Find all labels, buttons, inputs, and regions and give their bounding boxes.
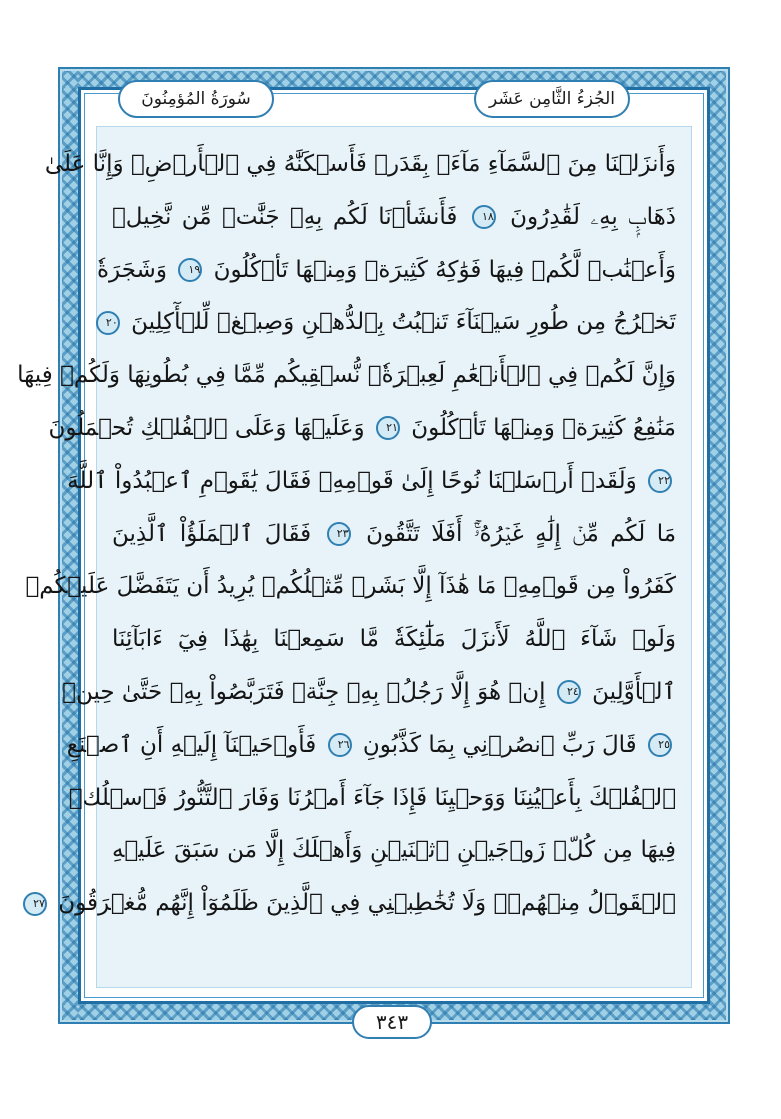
ayah-number-marker: ٢٢ <box>648 469 672 493</box>
ayah-number-marker: ١٨ <box>472 205 496 229</box>
ayah-number-marker: ٢٦ <box>328 733 352 757</box>
verse-text: ٱلۡفُلۡكَ بِأَعۡيُنِنَا وَوَحۡيِنَا فَإِذَا جَآءَ أَمۡرُنَا وَفَارَ ٱلتَّنُّورُ فَٱسۡلُكۡ <box>68 784 676 811</box>
verse-text: ٱلۡقَوۡلُ مِنۡهُمۡۖ وَلَا تُخَٰطِبۡنِي فِي ٱلَّذِينَ ظَلَمُوٓاْ إِنَّهُم مُّغۡرَقُونَ <box>58 890 676 917</box>
verse-text: مَنَٰفِعُ كَثِيرَةٞ وَمِنۡهَا تَأۡكُلُونَ <box>411 414 676 441</box>
ayah-number-marker: ٢١ <box>376 416 400 440</box>
juz-name-header: الجُزءُ الثَّامِن عَشَر <box>474 80 630 118</box>
verse-text: ٱلۡأَوَّلِينَ <box>592 678 676 705</box>
verse-text: وَعَلَيۡهَا وَعَلَى ٱلۡفُلۡكِ تُحۡمَلُونَ <box>48 414 365 441</box>
text-line <box>44 138 676 191</box>
ayah-number-marker: ٢٥ <box>648 733 672 757</box>
ayah-number-marker: ٢٤ <box>557 680 581 704</box>
verse-text: وَلَوۡ شَآءَ ٱللَّهُ لَأَنزَلَ مَلَٰٓئِكَةٗ مَّا سَمِعۡنَا بِهَٰذَا فِيٓ ءَابَآئِنَا <box>112 626 676 653</box>
verse-text: كَفَرُواْ مِن قَوۡمِهِۦ مَا هَٰذَآ إِلَّا بَشَرٞ مِّثۡلُكُمۡ يُرِيدُ أَن يَتَفَضَّلَ عَلَيۡكُمۡ <box>25 573 676 600</box>
text-line <box>112 613 676 666</box>
text-line <box>112 824 676 877</box>
verse-text: وَأَنزَلۡنَا مِنَ ٱلسَّمَآءِ مَآءَۢ بِقَدَرٖ فَأَسۡكَنَّٰهُ فِي ٱلۡأَرۡضِۖ وَإِنَّا عَلَىٰ <box>44 151 676 177</box>
verse-text: تَخۡرُجُ مِن طُورِ سَيۡنَآءَ تَنۢبُتُ بِٱلدُّهۡنِ وَصِبۡغٖ لِّلۡأٓكِلِينَ <box>131 309 676 336</box>
verse-text: فَأَنشَأۡنَا لَكُم بِهِۦ جَنَّٰتٖ مِّن نَّخِيلٖ <box>112 203 458 230</box>
verse-text: مَا لَكُم مِّنۡ إِلَٰهٍ غَيۡرُهُۥٓۚ أَفَلَا تَتَّقُونَ <box>366 520 677 547</box>
text-line <box>48 402 676 455</box>
text-line <box>17 349 676 402</box>
verse-text: قَالَ رَبِّ ٱنصُرۡنِي بِمَا كَذَّبُونِ <box>362 731 637 758</box>
ayah-number-marker: ١٩ <box>178 258 202 282</box>
ayah-number-marker: ٢٧ <box>23 892 47 916</box>
verse-text: وَأَعۡنَٰبٖ لَّكُمۡ فِيهَا فَوَٰكِهُ كَثِيرَةٞ وَمِنۡهَا تَأۡكُلُونَ <box>213 256 676 283</box>
verse-text: وَإِنَّ لَكُمۡ فِي ٱلۡأَنۡعَٰمِ لَعِبۡرَةٗۖ نُّسۡقِيكُم مِّمَّا فِي بُطُونِهَا وَلَكُمۡ فِيهَا <box>17 362 676 389</box>
text-line <box>25 560 676 613</box>
text-line <box>68 772 676 825</box>
text-line <box>96 244 676 297</box>
text-line <box>112 508 676 561</box>
verse-text: فِيهَا مِن كُلّٖ زَوۡجَيۡنِ ٱثۡنَيۡنِ وَأَهۡلَكَ إِلَّا مَن سَبَقَ عَلَيۡهِ <box>112 837 676 864</box>
text-line <box>33 877 676 930</box>
text-line <box>105 296 676 349</box>
text-line <box>112 191 676 244</box>
text-line <box>62 666 676 719</box>
ayah-number-marker: ٢٠ <box>96 311 120 335</box>
verse-text: فَأَوۡحَيۡنَآ إِلَيۡهِ أَنِ ٱصۡنَعِ <box>66 731 317 758</box>
verse-text: إِنۡ هُوَ إِلَّا رَجُلُۢ بِهِۦ جِنَّةٞ فَتَرَبَّصُواْ بِهِۦ حَتَّىٰ حِينٖ <box>62 678 546 705</box>
text-line <box>66 719 676 772</box>
surah-name-header: سُورَةُ المُؤمِنُونَ <box>118 80 274 118</box>
text-line <box>67 455 676 508</box>
quran-text-lines <box>17 138 677 930</box>
verse-text: فَقَالَ ٱلۡمَلَؤُاْ ٱلَّذِينَ <box>112 520 312 547</box>
verse-text: ذَهَابِۭ بِهِۦ لَقَٰدِرُونَ <box>510 203 677 230</box>
verse-text: وَلَقَدۡ أَرۡسَلۡنَا نُوحًا إِلَىٰ قَوۡمِهِۦ فَقَالَ يَٰقَوۡمِ ٱعۡبُدُواْ ٱللَّهَ <box>67 467 637 494</box>
page-number: ٣٤٣ <box>352 1005 432 1039</box>
ayah-number-marker: ٢٣ <box>327 522 351 546</box>
verse-text: وَشَجَرَةٗ <box>96 256 167 283</box>
